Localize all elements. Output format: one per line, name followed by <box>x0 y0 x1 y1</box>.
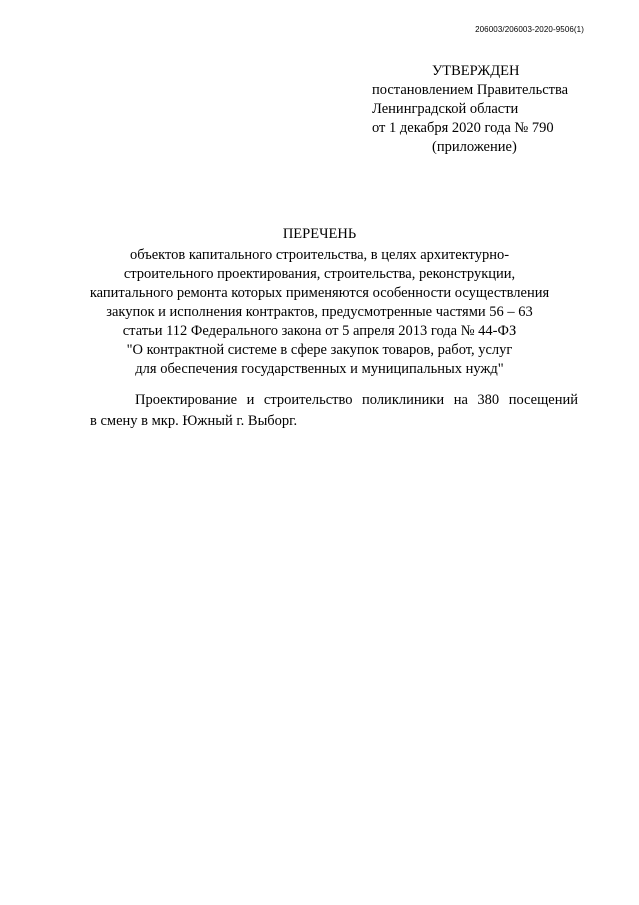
title-line: строительного проектирования, строительства, реконструкции, <box>123 266 516 282</box>
document-registration-number: 206003/206003-2020-9506(1) <box>475 25 584 34</box>
approval-line-appendix: (приложение) <box>432 139 517 155</box>
document-heading: ПЕРЕЧЕНЬ <box>282 226 357 242</box>
body-paragraph <box>90 390 578 432</box>
body-paragraph-line: в смену в мкр. Южный г. Выборг. <box>90 413 298 429</box>
title-line: капитального ремонта которых применяются особенности осуществления <box>89 285 550 301</box>
body-paragraph-line: Проектирование и строительство поликлиники на 380 посещений <box>135 392 578 408</box>
approval-line-date-number: от 1 декабря 2020 года № 790 <box>372 120 554 136</box>
approval-line-approved: УТВЕРЖДЕН <box>432 63 520 79</box>
title-line: объектов капитального строительства, в целях архитектурно- <box>129 247 510 263</box>
document-title-block <box>0 225 639 379</box>
approval-stamp-block <box>372 62 602 157</box>
approval-line-resolution: постановлением Правительства <box>372 82 569 98</box>
approval-line-region: Ленинградской области <box>372 101 519 117</box>
title-line: закупок и исполнения контрактов, предусмотренные частями 56 – 63 <box>106 304 533 320</box>
title-line: статьи 112 Федерального закона от 5 апреля 2013 года № 44-ФЗ <box>122 323 517 339</box>
title-line: для обеспечения государственных и муниципальных нужд" <box>135 361 504 377</box>
title-line: "О контрактной системе в сфере закупок товаров, работ, услуг <box>126 342 513 358</box>
